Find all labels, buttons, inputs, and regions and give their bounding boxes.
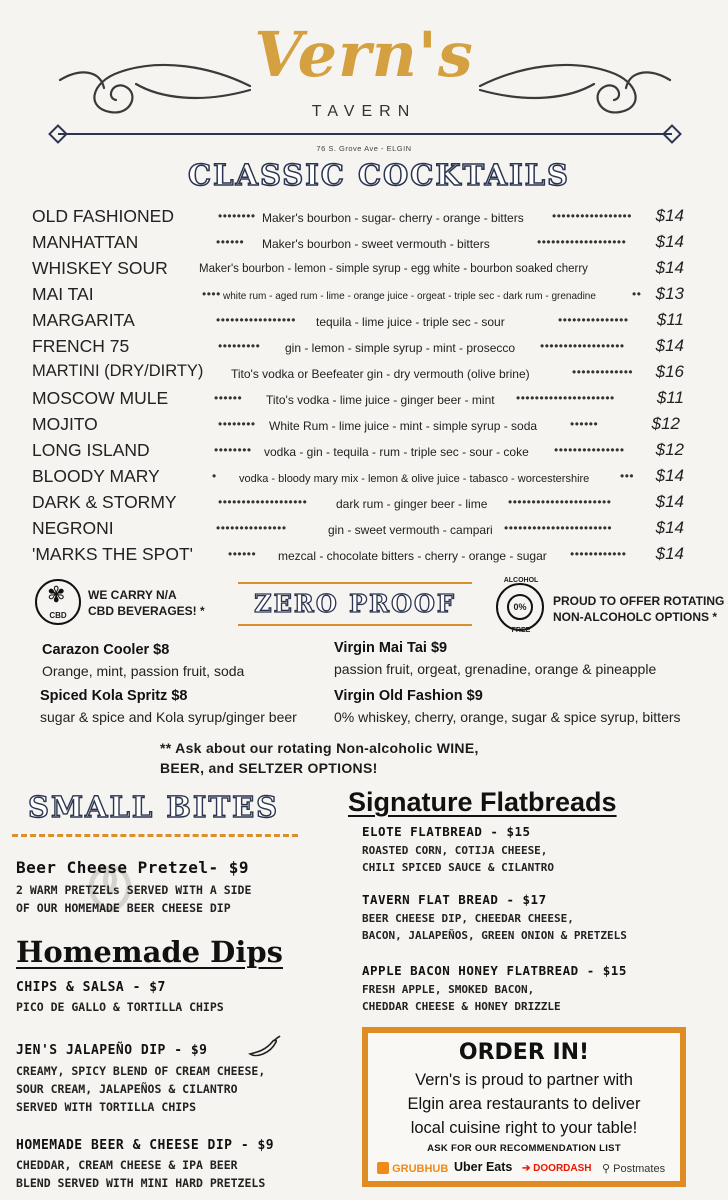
cocktail-price: $14 bbox=[655, 518, 684, 537]
cocktail-name: MANHATTAN bbox=[32, 232, 139, 252]
cbd-badge-label: CBD bbox=[49, 611, 67, 620]
cocktail-desc: mezcal - chocolate bitters - cherry - orange - sugar bbox=[278, 549, 547, 563]
bike-icon: ⚲ bbox=[602, 1163, 611, 1175]
cocktail-row: MARTINI (DRY/DIRTY) Tito's vodka or Beefeater gin - dry vermouth (olive brine) ••••••••••••• $16 bbox=[32, 362, 684, 381]
chili-pepper-icon bbox=[246, 1034, 282, 1060]
dip-item-line: CREAMY, SPICY BLEND OF CREAM CHEESE, bbox=[16, 1064, 266, 1078]
zero-proof-item bbox=[40, 688, 297, 725]
cocktail-desc: gin - lemon - simple syrup - mint - prosecco bbox=[285, 341, 516, 355]
logo-subtitle: TAVERN bbox=[311, 103, 417, 120]
recommendation-note: ASK FOR OUR RECOMMENDATION LIST bbox=[427, 1143, 621, 1154]
cocktail-price: $11 bbox=[656, 310, 684, 329]
order-in-title: ORDER IN! bbox=[458, 1040, 590, 1065]
alcohol-free-badge-bottom: FREE bbox=[511, 627, 531, 634]
cocktail-desc: white rum - aged rum - lime - orange juice - orgeat - triple sec - dark rum - grenadine bbox=[223, 291, 596, 302]
pretzel-desc bbox=[16, 881, 251, 917]
dip-item bbox=[16, 980, 224, 1016]
cocktail-price: $12 bbox=[651, 414, 680, 433]
flatbread-item-line: CHEDDAR CHEESE & HONEY DRIZZLE bbox=[362, 1000, 561, 1013]
cocktail-price: $14 bbox=[655, 544, 684, 563]
alcohol-free-badge-percent: 0% bbox=[507, 594, 533, 620]
alcohol-free-badge-top: ALCOHOL bbox=[503, 577, 539, 584]
rotating-options-note bbox=[160, 738, 580, 778]
cbd-note-line: WE CARRY N/A bbox=[88, 588, 177, 602]
partner-label: Uber Eats bbox=[454, 1160, 513, 1174]
cocktail-price: $14 bbox=[655, 258, 684, 277]
partner-label: GRUBHUB bbox=[392, 1163, 449, 1175]
flatbread-item bbox=[362, 963, 627, 1015]
cocktail-desc: vodka - bloody mary mix - lemon & olive juice - tabasco - worcestershire bbox=[239, 473, 590, 485]
dip-item-line: SERVED WITH TORTILLA CHIPS bbox=[16, 1100, 197, 1114]
cocktail-name: MOJITO bbox=[32, 414, 98, 434]
cocktail-row: FRENCH 75 ••••••••• gin - lemon - simple syrup - mint - prosecco •••••••••••••••••• $14 bbox=[32, 336, 684, 356]
zero-proof-item-desc: passion fruit, orgeat, grenadine, orange & pineapple bbox=[334, 661, 657, 677]
cocktail-price: $11 bbox=[656, 388, 684, 407]
grubhub-icon bbox=[377, 1162, 389, 1174]
flatbread-item-name: TAVERN FLAT BREAD - $17 bbox=[362, 892, 547, 907]
order-in-body bbox=[362, 1068, 686, 1140]
cocktail-name: WHISKEY SOUR bbox=[32, 258, 168, 278]
postmates-logo bbox=[602, 1162, 665, 1175]
pretzel-desc-line: 2 WARM PRETZELs SERVED WITH A SIDE bbox=[16, 883, 252, 897]
cannabis-leaf-icon: ✾ bbox=[47, 582, 66, 607]
cocktail-price: $14 bbox=[655, 206, 684, 225]
cocktail-row: OLD FASHIONED •••••••• Maker's bourbon - sugar- cherry - orange - bitters ••••••••••••••••• $14 bbox=[32, 206, 684, 226]
cocktail-row: MARGARITA ••••••••••••••••• tequila - lime juice - triple sec - sour ••••••••••••••• $11 bbox=[32, 310, 684, 330]
zero-proof-item-name: Spiced Kola Spritz $8 bbox=[40, 688, 188, 704]
zero-proof-item-name: Virgin Mai Tai $9 bbox=[334, 640, 448, 656]
uber-eats-logo bbox=[454, 1160, 512, 1174]
rotating-note bbox=[553, 593, 724, 625]
cocktail-desc: tequila - lime juice - triple sec - sour bbox=[316, 315, 505, 329]
flatbread-item bbox=[362, 892, 627, 944]
order-body-line: Vern's is proud to partner with bbox=[415, 1071, 633, 1089]
cocktail-desc: Maker's bourbon - sweet vermouth - bitters bbox=[262, 237, 490, 251]
cocktail-price: $16 bbox=[655, 362, 684, 381]
cocktail-price: $13 bbox=[655, 284, 684, 303]
flatbread-item-line: FRESH APPLE, SMOKED BACON, bbox=[362, 983, 535, 996]
dip-item-name: CHIPS & SALSA - $7 bbox=[16, 980, 166, 995]
grubhub-logo bbox=[377, 1162, 448, 1175]
rotating-note-line: NON-ALCOHOLC OPTIONS * bbox=[553, 610, 717, 624]
zero-proof-item-desc: Orange, mint, passion fruit, soda bbox=[42, 663, 245, 679]
partner-label: DOORDASH bbox=[533, 1163, 592, 1174]
cocktail-price: $12 bbox=[655, 440, 684, 459]
cocktail-row: MAI TAI •••• white rum - aged rum - lime - orange juice - orgeat - triple sec - dark rum - grenadine •• $13 bbox=[32, 284, 684, 304]
zero-proof-item-desc: sugar & spice and Kola syrup/ginger beer bbox=[40, 709, 297, 725]
doordash-icon: ➔ bbox=[522, 1163, 531, 1174]
cocktail-desc: dark rum - ginger beer - lime bbox=[336, 497, 488, 511]
dip-item-name: HOMEMADE BEER & CHEESE DIP - $9 bbox=[16, 1138, 275, 1153]
dip-item-line: BLEND SERVED WITH MINI HARD PRETZELS bbox=[16, 1176, 266, 1190]
cocktail-row: MOJITO •••••••• White Rum - lime juice - mint - simple syrup - soda •••••• $12 bbox=[32, 414, 680, 434]
dip-item-line: PICO DE GALLO & TORTILLA CHIPS bbox=[16, 1000, 224, 1014]
cocktail-desc: vodka - gin - tequila - rum - triple sec - sour - coke bbox=[264, 445, 529, 459]
cocktail-name: FRENCH 75 bbox=[32, 336, 130, 356]
signature-flatbreads-title: Signature Flatbreads bbox=[348, 787, 617, 817]
small-bites-divider bbox=[12, 834, 298, 837]
pretzel-title: Beer Cheese Pretzel- $9 bbox=[16, 858, 250, 877]
flatbread-item-line: CHILI SPICED SAUCE & CILANTRO bbox=[362, 861, 555, 874]
zero-proof-item bbox=[42, 642, 244, 679]
cocktail-desc: Maker's bourbon - sugar- cherry - orange - bitters bbox=[262, 211, 524, 225]
cbd-note-line: CBD BEVERAGES! * bbox=[88, 604, 205, 618]
zero-proof-item-name: Carazon Cooler $8 bbox=[42, 642, 170, 658]
dip-item-line: CHEDDAR, CREAM CHEESE & IPA BEER bbox=[16, 1158, 238, 1172]
cocktail-price: $14 bbox=[655, 232, 684, 251]
ask-note-line: ** Ask about our rotating Non-alcoholic WINE, bbox=[160, 740, 479, 756]
cocktail-desc: Maker's bourbon - lemon - simple syrup - egg white - bourbon soaked cherry bbox=[199, 263, 588, 275]
cocktail-desc: gin - sweet vermouth - campari bbox=[328, 523, 493, 537]
cocktail-price: $14 bbox=[655, 466, 684, 485]
cocktail-name: MOSCOW MULE bbox=[32, 388, 169, 408]
cocktail-price: $14 bbox=[655, 492, 684, 511]
cocktail-name: BLOODY MARY bbox=[32, 466, 160, 486]
cocktail-name: OLD FASHIONED bbox=[32, 206, 174, 226]
dip-item-name: JEN'S JALAPEÑO DIP - $9 bbox=[16, 1043, 208, 1058]
cocktail-name: LONG ISLAND bbox=[32, 440, 150, 460]
flatbread-item-name: ELOTE FLATBREAD - $15 bbox=[362, 824, 531, 839]
zero-proof-item-name: Virgin Old Fashion $9 bbox=[334, 688, 483, 704]
zero-proof-item bbox=[334, 640, 656, 677]
zero-proof-item-desc: 0% whiskey, cherry, orange, sugar & spice syrup, bitters bbox=[334, 709, 681, 725]
cocktail-name: DARK & STORMY bbox=[32, 492, 177, 512]
flatbread-item-line: BEER CHEESE DIP, CHEEDAR CHEESE, bbox=[362, 912, 574, 925]
rotating-note-line: PROUD TO OFFER ROTATING bbox=[553, 594, 725, 608]
ask-note-line: BEER, and SELTZER OPTIONS! bbox=[160, 760, 378, 776]
cocktail-row: MOSCOW MULE •••••• Tito's vodka - lime juice - ginger beer - mint ••••••••••••••••••••• $11 bbox=[32, 388, 684, 408]
logo-script: Vern's bbox=[254, 18, 474, 91]
cocktail-name: MAI TAI bbox=[32, 284, 94, 304]
address: 76 S. Grove Ave - ELGIN bbox=[316, 144, 412, 153]
pretzel-desc-line: OF OUR HOMEMADE BEER CHEESE DIP bbox=[16, 901, 231, 915]
cocktail-price: $14 bbox=[655, 336, 684, 355]
cocktail-row: BLOODY MARY • vodka - bloody mary mix - lemon & olive juice - tabasco - worcestershire ••• $14 bbox=[32, 466, 684, 486]
flatbread-item-line: BACON, JALAPEÑOS, GREEN ONION & PRETZELS bbox=[362, 929, 627, 942]
cocktail-name: MARGARITA bbox=[32, 310, 135, 330]
flatbread-item-name: APPLE BACON HONEY FLATBREAD - $15 bbox=[362, 963, 627, 978]
dip-item-line: SOUR CREAM, JALAPEÑOS & CILANTRO bbox=[16, 1082, 238, 1096]
dip-item bbox=[16, 1043, 265, 1116]
zero-proof-item bbox=[334, 688, 681, 725]
flatbread-item-line: ROASTED CORN, COTIJA CHEESE, bbox=[362, 844, 548, 857]
partner-label: Postmates bbox=[613, 1163, 666, 1175]
cocktail-desc: Tito's vodka - lime juice - ginger beer - mint bbox=[266, 393, 495, 407]
cocktail-name: NEGRONI bbox=[32, 518, 114, 538]
order-body-line: Elgin area restaurants to deliver bbox=[407, 1095, 641, 1113]
homemade-dips-title: Homemade Dips bbox=[16, 935, 283, 969]
cocktail-name: MARTINI (DRY/DIRTY) bbox=[32, 362, 204, 380]
cocktail-name: 'MARKS THE SPOT' bbox=[32, 544, 193, 564]
cocktail-row: LONG ISLAND •••••••• vodka - gin - tequila - rum - triple sec - sour - coke ••••••••••••••• $12 bbox=[32, 440, 684, 460]
order-body-line: local cuisine right to your table! bbox=[410, 1119, 638, 1137]
cbd-note bbox=[88, 587, 205, 619]
dip-item bbox=[16, 1138, 274, 1192]
cocktail-row: MANHATTAN •••••• Maker's bourbon - sweet vermouth - bitters ••••••••••••••••••• $14 bbox=[32, 232, 684, 252]
cocktail-row: DARK & STORMY ••••••••••••••••••• dark rum - ginger beer - lime •••••••••••••••••••••• $14 bbox=[32, 492, 684, 512]
cocktail-desc: White Rum - lime juice - mint - simple syrup - soda bbox=[269, 419, 538, 433]
classic-cocktails-title: CLASSIC COCKTAILS bbox=[188, 158, 570, 192]
cocktail-row: NEGRONI ••••••••••••••• gin - sweet vermouth - campari ••••••••••••••••••••••• $14 bbox=[32, 518, 684, 538]
small-bites-title: SMALL BITES bbox=[28, 790, 280, 824]
zero-proof-title: ZERO PROOF bbox=[254, 589, 456, 618]
flatbread-item bbox=[362, 824, 554, 876]
doordash-logo bbox=[522, 1163, 592, 1174]
cocktail-row bbox=[32, 258, 692, 282]
cocktail-desc: Tito's vodka or Beefeater gin - dry vermouth (olive brine) bbox=[231, 367, 530, 381]
cocktail-row: 'MARKS THE SPOT' •••••• mezcal - chocolate bitters - cherry - orange - sugar •••••••••••• $14 bbox=[32, 544, 684, 564]
